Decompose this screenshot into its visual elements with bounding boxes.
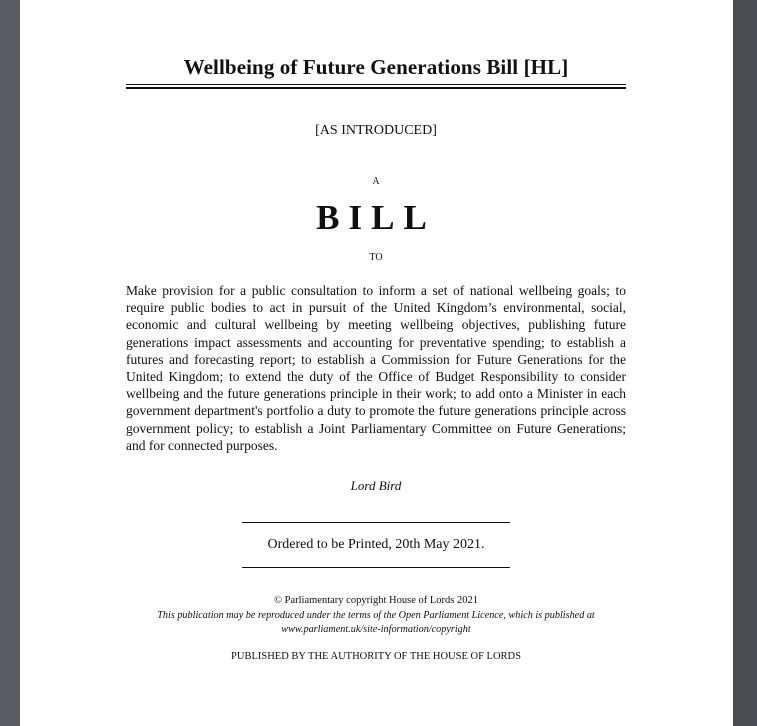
to-label: TO (369, 252, 383, 263)
bill-title: Wellbeing of Future Generations Bill [HL] (183, 55, 569, 79)
published-by: PUBLISHED BY THE AUTHORITY OF THE HOUSE OF LORDS (231, 651, 521, 662)
long-title: Make provision for a public consultation to inform a set of national wellbeing goals; to require public bodies to act in pursuit of the United Kingdom’s environmental, social, economic and cultural wellbeing by meeting wellbeing objectives, publishing future generations impact assessments and accounting for preventative spending; to establish a futures and forecasting report; to establish a Commission for Future Generations for the United Kingdom; to extend the duty of the Office of Budget Responsibility to consider wellbeing and the future generations principle in their work; to add onto a Minister in each government department's portfolio a duty to promote the future generations principle across government policy; to establish a Joint Parliamentary Committee on Future Generations; and for connected purposes. (126, 283, 626, 453)
licence-line-1: This publication may be reproduced under the terms of the Open Parliament Licence, which is published at (157, 610, 595, 621)
bill-status: [AS INTRODUCED] (315, 123, 437, 138)
copyright-notice: © Parliamentary copyright House of Lords 2021 (274, 595, 478, 606)
document-page (20, 0, 733, 726)
licence-url: www.parliament.uk/site-information/copyright (281, 624, 471, 635)
bill-heading: BILL (316, 198, 436, 237)
ordered-rule-bottom (242, 567, 510, 568)
printing-order: Ordered to be Printed, 20th May 2021. (267, 537, 485, 552)
sponsor: Lord Bird (350, 478, 402, 493)
title-rule-thin (126, 84, 626, 85)
ordered-rule-top (242, 522, 510, 523)
article-a: A (372, 176, 380, 187)
licence-notice (116, 609, 636, 637)
title-rule-thick (126, 87, 626, 89)
viewer-edge (733, 0, 757, 726)
